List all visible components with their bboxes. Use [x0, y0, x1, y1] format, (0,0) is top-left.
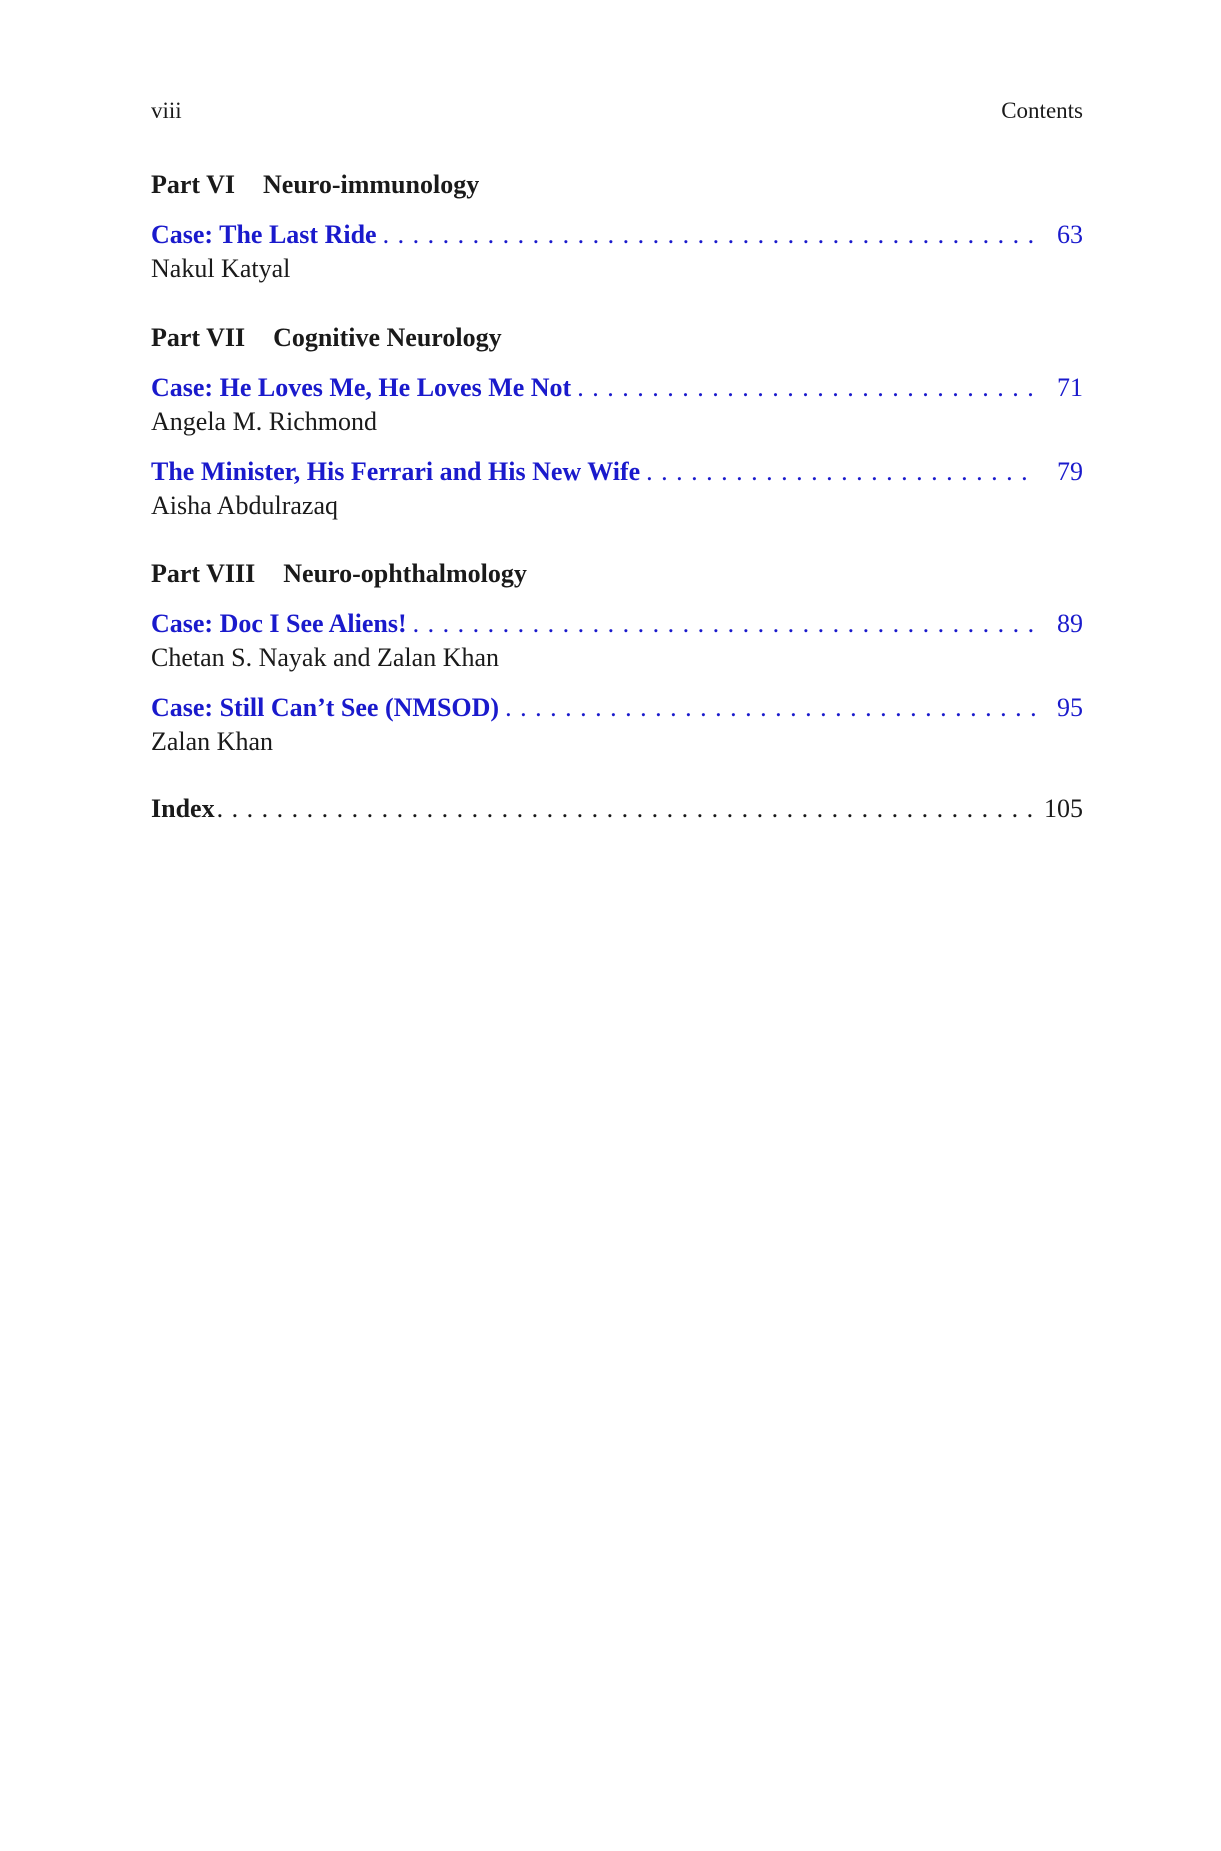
toc-entry-author: Chetan S. Nayak and Zalan Khan: [151, 643, 500, 672]
toc-entry-line[interactable]: [151, 218, 1083, 252]
toc-entry-page-link[interactable]: 71: [1057, 373, 1083, 402]
toc-entry[interactable]: [151, 371, 1083, 439]
dot-leader: [640, 455, 1035, 489]
toc-entry-title-link[interactable]: Case: He Loves Me, He Loves Me Not: [151, 373, 572, 402]
part-label: Part VII: [151, 323, 246, 352]
part-label: Part VI: [151, 170, 236, 199]
part-title: Cognitive Neurology: [273, 323, 502, 352]
toc-entry[interactable]: [151, 218, 1083, 286]
toc-entry-title-link[interactable]: Case: Doc I See Aliens!: [151, 609, 407, 638]
toc-entry-page-link[interactable]: 89: [1057, 609, 1083, 638]
dot-leader: [571, 371, 1035, 405]
toc-entry-line[interactable]: [151, 371, 1083, 405]
dot-leader: [499, 691, 1035, 725]
toc-index-line[interactable]: [151, 792, 1083, 826]
running-title: Contents: [1001, 98, 1083, 123]
index-title[interactable]: Index: [151, 794, 215, 823]
toc-index-entry[interactable]: [151, 792, 1083, 826]
toc-entry-title-link[interactable]: Case: The Last Ride: [151, 220, 377, 249]
toc-entry-author: Nakul Katyal: [151, 254, 291, 283]
part-title: Neuro-immunology: [263, 170, 480, 199]
toc-entry[interactable]: [151, 455, 1083, 523]
part-heading: [151, 168, 479, 202]
toc-entry-page-link[interactable]: 95: [1057, 693, 1083, 722]
toc-entry-page-link[interactable]: 79: [1057, 457, 1083, 486]
part-title: Neuro-ophthalmology: [283, 559, 527, 588]
dot-leader: [377, 218, 1035, 252]
dot-leader: [407, 607, 1035, 641]
page-number: viii: [151, 98, 182, 123]
part-heading: [151, 557, 527, 591]
toc-entry-line[interactable]: [151, 691, 1083, 725]
toc-entry-author: Angela M. Richmond: [151, 407, 378, 436]
toc-entry-title-link[interactable]: The Minister, His Ferrari and His New Wife: [151, 457, 641, 486]
toc-entry-line[interactable]: [151, 607, 1083, 641]
dot-leader: [215, 792, 1034, 826]
toc-entry-title-link[interactable]: Case: Still Can’t See (NMSOD): [151, 693, 500, 722]
toc-entry-line[interactable]: [151, 455, 1083, 489]
toc-entry-page-link[interactable]: 63: [1057, 220, 1083, 249]
part-heading: [151, 321, 502, 355]
toc-entry[interactable]: [151, 691, 1083, 759]
toc-entry-author: Aisha Abdulrazaq: [151, 491, 339, 520]
toc-entry-author: Zalan Khan: [151, 727, 274, 756]
toc-entry[interactable]: [151, 607, 1083, 675]
index-page[interactable]: 105: [1044, 794, 1083, 823]
part-label: Part VIII: [151, 559, 256, 588]
